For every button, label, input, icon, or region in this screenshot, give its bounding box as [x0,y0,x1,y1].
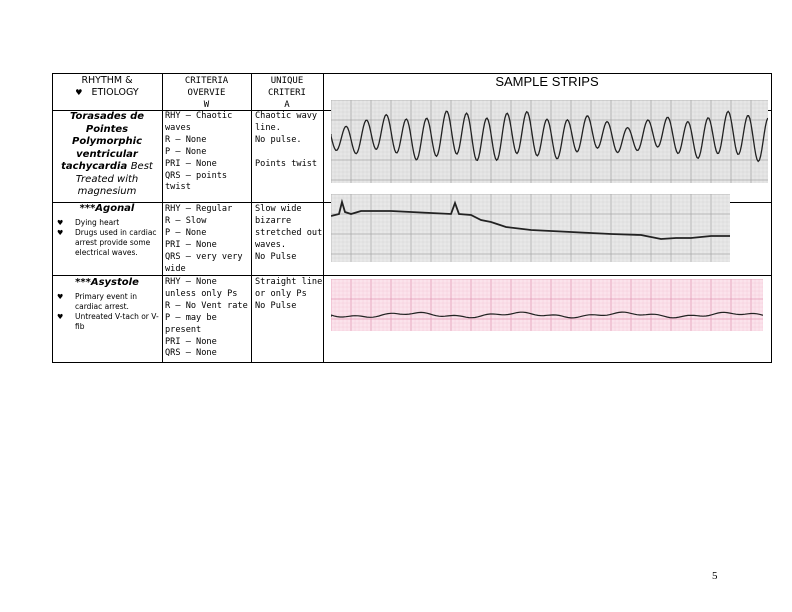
header-unique-criteria: UNIQUE CRITERI A [268,76,306,110]
header-sample-strips: SAMPLE STRIPS [495,74,599,89]
page-number: 5 [712,570,718,582]
criteria-torsades: RHY – Chaotic waves R – None P – None PRI – None QRS – points twist [165,111,233,193]
etiology-list [55,218,159,259]
rhythm-name: ***Asystole [75,277,139,288]
rhythm-torsades [55,111,159,199]
criteria-asystole: RHY – None unless only Ps R – No Vent rate P – may be present PRI – None QRS – None [165,277,248,359]
rhythm-name: Torasades de Pointes Polymorphic ventricular tachycardia [61,111,145,172]
header-rhythm-label: RHYTHM & [81,75,133,86]
header-rhythm-etiology [55,75,159,99]
column-divider [251,73,252,363]
etiology-item: ♥ Untreated V-tach or V-fib [55,312,159,333]
header-etiology-label: ETIOLOGY [91,87,139,98]
rhythm-agonal [55,203,159,259]
rhythm-name: ***Agonal [79,203,135,214]
column-divider [323,73,324,363]
asystole-strip [331,279,763,331]
heart-bullet-icon: ♥ [75,88,83,97]
column-divider [162,73,163,363]
criteria-agonal: RHY – Regular R – Slow P – None PRI – None QRS – very very wide [165,204,243,274]
header-etiology-line [55,87,159,99]
unique-torsades: Chaotic wavy line. No pulse. Points twist [255,111,318,169]
etiology-list [55,292,159,333]
column-divider [771,73,772,363]
rhythm-asystole [55,277,159,333]
header-criteria-overview: CRITERIA OVERVIE W [184,76,229,110]
etiology-item: ♥ Drugs used in cardiac arrest provide some electrical waves. [55,228,159,259]
unique-agonal: Slow wide bizarre stretched out waves. No Pulse [255,204,323,262]
row-divider [52,362,772,363]
unique-asystole: Straight line or only Ps No Pulse [255,277,323,311]
rhythm-note: Best Treated with magnesium [75,161,153,197]
row-divider [52,275,772,276]
etiology-item: ♥ Primary event in cardiac arrest. [55,292,159,313]
etiology-item: ♥ Dying heart [55,218,159,228]
agonal-strip [331,194,730,262]
torsades-strip [331,100,768,183]
